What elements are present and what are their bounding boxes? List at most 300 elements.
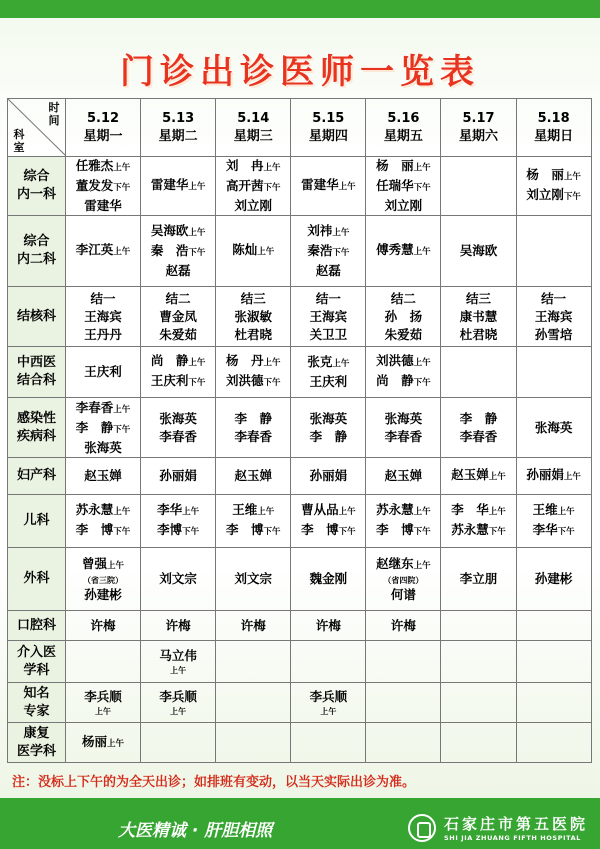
department-name: 结核科: [16, 308, 56, 324]
shift-label: 上午: [188, 228, 206, 238]
department-name: 综合: [23, 234, 50, 249]
schedule-row: [8, 216, 592, 287]
doctor-entry: [441, 501, 515, 521]
schedule-cell: [441, 611, 516, 641]
header-date: 5.14: [237, 110, 270, 126]
doctor-entry: [366, 197, 440, 215]
doctor-name: 李春香: [384, 428, 423, 444]
doctor-entry: [216, 410, 290, 428]
doctor-entry: [291, 326, 365, 344]
header-date: 5.16: [387, 110, 420, 126]
schedule-cell: [291, 641, 366, 683]
department-name: 结合科: [16, 373, 56, 388]
schedule-cell: [66, 723, 141, 763]
doctor-entry: [366, 157, 440, 177]
doctor-name: 苏永慧: [75, 502, 114, 517]
schedule-cell: [216, 683, 291, 723]
shift-label: 上午: [263, 163, 281, 173]
doctor-name: 李 博: [225, 522, 264, 537]
shift-label: 上午: [413, 507, 431, 517]
doctor-entry: [517, 290, 591, 308]
doctor-entry: [216, 501, 290, 521]
doctor-name: 杨丽: [82, 733, 108, 749]
schedule-cell: [66, 287, 141, 347]
header-date: 5.18: [537, 110, 570, 126]
doctor-entry: [291, 290, 365, 308]
doctor-name: 李 博: [75, 522, 114, 537]
schedule-cell: [366, 495, 441, 548]
doctor-entry: [291, 353, 365, 373]
doctor-name: 结一: [90, 290, 116, 306]
doctor-name: 李 博: [301, 522, 339, 537]
schedule-row: [8, 398, 592, 458]
doctor-entry: [366, 290, 440, 308]
doctor-name: 张海英: [309, 410, 348, 426]
doctor-entry: [366, 428, 440, 446]
department-name: 康复: [23, 725, 50, 741]
schedule-row: [8, 495, 592, 548]
doctor-entry: [141, 176, 215, 196]
doctor-entry: [441, 521, 515, 541]
header-weekday: 星期五: [383, 128, 423, 144]
schedule-cell: [216, 611, 291, 641]
doctor-name: 曹金凤: [159, 308, 197, 324]
department-name: 内一科: [16, 187, 56, 202]
doctor-entry: [291, 428, 365, 446]
shift-label: 下午: [488, 527, 506, 537]
schedule-cell: [366, 287, 441, 347]
page-title: 门诊出诊医师一览表: [120, 52, 480, 92]
schedule-row: [8, 287, 592, 347]
schedule-row: [8, 458, 592, 495]
shift-label: 下午: [563, 192, 581, 202]
department-cell: [8, 287, 66, 347]
department-cell: [8, 458, 66, 495]
schedule-cell: [441, 458, 516, 495]
doctor-name: 任瑞华: [376, 178, 414, 193]
doctor-name: 结三: [466, 290, 492, 306]
shift-label: 下午: [188, 248, 206, 258]
schedule-cell: [66, 216, 141, 287]
doctor-entry: [366, 555, 440, 575]
doctor-name: 李春香: [459, 428, 498, 444]
day-header: [141, 99, 216, 157]
department-cell: [8, 683, 66, 723]
schedule-cell: [291, 611, 366, 641]
shift-label: 上午: [188, 358, 206, 368]
doctor-name: 许梅: [390, 617, 416, 633]
schedule-cell: [216, 548, 291, 611]
doctor-entry: [66, 439, 140, 457]
doctor-name: 刘祎: [307, 223, 333, 238]
schedule-row: [8, 611, 592, 641]
schedule-cell: [66, 347, 141, 398]
doctor-entry: [291, 308, 365, 326]
schedule-row: [8, 347, 592, 398]
doctor-entry: [141, 326, 215, 344]
schedule-cell: [516, 723, 591, 763]
corner-dept-label: 科 室: [13, 128, 25, 154]
doctor-name: 王丹丹: [84, 326, 122, 342]
doctor-entry: [66, 363, 140, 381]
doctor-name: 孙雪培: [534, 326, 573, 342]
department-name: 介入医: [16, 644, 56, 660]
doctor-entry: [216, 352, 290, 372]
doctor-name: 张海英: [84, 439, 122, 455]
doctor-entry: [517, 501, 591, 521]
schedule-cell: [441, 495, 516, 548]
doctor-name: 赵磊: [315, 263, 341, 278]
doctor-entry: [366, 467, 440, 485]
doctor-name: 刘立刚: [526, 187, 564, 202]
doctor-name: 雷建华: [301, 177, 339, 192]
doctor-entry: [366, 308, 440, 326]
shift-label: 下午: [263, 183, 281, 193]
corner-cell: [8, 99, 66, 157]
doctor-name: 李 静: [234, 410, 272, 426]
doctor-entry: [366, 586, 440, 604]
doctor-entry: [216, 521, 290, 541]
doctor-name: 刘洪德: [376, 353, 414, 368]
shift-label: 上午: [332, 359, 350, 369]
doctor-name: 赵玉婵: [234, 468, 272, 483]
doctor-name: 孙丽娟: [159, 468, 197, 483]
schedule-cell: [216, 641, 291, 683]
doctor-entry: [291, 373, 365, 391]
doctor-entry: [291, 521, 365, 541]
hospital-logo-icon: [408, 814, 436, 842]
shift-note: （省三院）: [83, 575, 124, 585]
doctor-entry: [517, 466, 591, 486]
department-name: 感染性: [16, 410, 56, 426]
shift-label: 下午: [113, 527, 131, 537]
shift-label: 下午: [557, 527, 575, 537]
header-weekday: 星期四: [308, 128, 348, 144]
corner-wrap: [8, 99, 65, 156]
shift-label: 下午: [263, 527, 281, 537]
doctor-entry: [441, 428, 515, 446]
doctor-name: 李博: [157, 522, 183, 537]
header-weekday: 星期三: [233, 128, 273, 144]
schedule-cell: [441, 398, 516, 458]
doctor-entry: [66, 399, 140, 419]
department-name: 医学科: [16, 743, 56, 759]
department-name: 内二科: [16, 252, 56, 267]
shift-label: 上午: [113, 247, 131, 257]
doctor-name: 李华: [532, 522, 558, 537]
shift-label: 下午: [332, 248, 350, 258]
header-date: 5.12: [87, 110, 120, 126]
doctor-name: 张海英: [534, 419, 573, 435]
doctor-entry: [141, 290, 215, 308]
doctor-entry: [216, 157, 290, 177]
doctor-name: 马立伟: [159, 648, 197, 663]
doctor-name: 曾强: [82, 555, 108, 571]
doctor-name: 李 华: [451, 502, 489, 517]
doctor-name: 康书慧: [459, 308, 498, 324]
schedule-cell: [516, 458, 591, 495]
schedule-row: [8, 157, 592, 216]
header-weekday: 星期一: [83, 128, 123, 144]
doctor-name: 苏永慧: [451, 522, 489, 537]
doctor-name: 陈灿: [232, 242, 258, 257]
shift-label: 下午: [413, 378, 431, 388]
schedule-note: 注：没标上下午的为全天出诊；如排班有变动，以当天实际出诊为准。: [12, 775, 416, 790]
shift-label: 上午: [488, 507, 506, 517]
doctor-name: 吴海欧: [459, 243, 498, 258]
doctor-entry: [216, 428, 290, 446]
schedule-cell: [66, 495, 141, 548]
doctor-entry: [366, 177, 440, 197]
schedule-cell: [291, 683, 366, 723]
shift-label: 上午: [563, 472, 581, 482]
doctor-entry: [66, 555, 140, 575]
doctor-entry: [291, 262, 365, 280]
department-cell: [8, 548, 66, 611]
doctor-entry: [291, 242, 365, 262]
doctor-name: 王海宾: [309, 308, 348, 324]
schedule-cell: [216, 495, 291, 548]
doctor-entry: [366, 521, 440, 541]
schedule-row: [8, 548, 592, 611]
doctor-name: 秦 浩: [150, 243, 189, 258]
shift-note: 上午: [320, 707, 337, 716]
doctor-entry: [291, 410, 365, 428]
doctor-entry: [366, 410, 440, 428]
shift-label: 下午: [113, 424, 131, 435]
doctor-name: 李兵顺: [159, 689, 197, 704]
shift-label: 下午: [413, 527, 431, 537]
shift-label: 上午: [332, 228, 350, 238]
department-cell: [8, 398, 66, 458]
schedule-cell: [141, 458, 216, 495]
schedule-cell: [366, 458, 441, 495]
department-cell: [8, 611, 66, 641]
department-cell: [8, 157, 66, 216]
schedule-cell: [441, 216, 516, 287]
department-cell: [8, 495, 66, 548]
doctor-entry: [141, 428, 215, 446]
schedule-cell: [141, 723, 216, 763]
schedule-cell: [141, 398, 216, 458]
doctor-name: 王海宾: [84, 308, 122, 324]
header-date: 5.15: [312, 110, 345, 126]
day-header: [516, 99, 591, 157]
doctor-name: 朱爱茹: [384, 326, 423, 342]
doctor-name: 王维: [232, 502, 258, 517]
schedule-row: [8, 641, 592, 683]
doctor-name: 李江英: [75, 242, 114, 257]
schedule-cell: [291, 723, 366, 763]
doctor-name: 秦浩: [307, 243, 333, 258]
hospital-name-cn: 石家庄市第五医院: [444, 815, 589, 833]
doctor-entry: [366, 617, 440, 635]
shift-label: 上午: [257, 507, 275, 517]
doctor-entry: [216, 290, 290, 308]
doctor-entry: [141, 617, 215, 635]
doctor-entry: [141, 242, 215, 262]
doctor-name: 苏永慧: [376, 502, 414, 517]
schedule-cell: [291, 398, 366, 458]
schedule-cell: [141, 495, 216, 548]
doctor-name: 许梅: [240, 617, 266, 633]
doctor-entry: [216, 308, 290, 326]
doctor-entry: [66, 326, 140, 344]
doctor-entry: [66, 241, 140, 261]
shift-label: 上午: [107, 738, 125, 749]
schedule-cell: [516, 683, 591, 723]
schedule-cell: [216, 157, 291, 216]
doctor-name: 李华: [157, 502, 183, 517]
doctor-entry: [366, 501, 440, 521]
doctor-name: 李 静: [459, 410, 498, 426]
doctor-entry: [66, 197, 140, 215]
doctor-name: 尚 静: [376, 373, 414, 388]
schedule-cell: [366, 611, 441, 641]
hospital-slogan: 大医精诚 · 肝胆相照: [118, 821, 273, 841]
schedule-cell: [516, 611, 591, 641]
doctor-name: 刘 冉: [225, 158, 264, 173]
doctor-name: 结一: [541, 290, 567, 306]
shift-label: 下午: [182, 527, 200, 537]
doctor-entry: [141, 352, 215, 372]
doctor-name: 杨 丽: [526, 167, 564, 182]
doctor-entry: [141, 688, 215, 706]
schedule-cell: [216, 287, 291, 347]
doctor-entry: [216, 372, 290, 392]
schedule-cell: [291, 458, 366, 495]
schedule-cell: [441, 683, 516, 723]
schedule-cell: [516, 157, 591, 216]
department-cell: [8, 347, 66, 398]
department-cell: [8, 641, 66, 683]
doctor-entry: [517, 186, 591, 206]
schedule-cell: [441, 157, 516, 216]
doctor-name: 何谱: [390, 586, 416, 602]
doctor-name: 王庆利: [84, 364, 122, 379]
shift-note: 上午: [170, 707, 187, 716]
schedule-row: [8, 683, 592, 723]
doctor-entry: [291, 222, 365, 242]
doctor-name: 结二: [165, 290, 191, 306]
shift-label: 上午: [413, 163, 431, 173]
day-header: [66, 99, 141, 157]
doctor-entry: [66, 157, 140, 177]
schedule-row: [8, 723, 592, 763]
doctor-entry: [141, 262, 215, 280]
schedule-cell: [141, 216, 216, 287]
shift-label: 上午: [338, 182, 356, 192]
shift-label: 上午: [107, 560, 125, 571]
doctor-entry: [517, 521, 591, 541]
doctor-name: 张海英: [384, 410, 423, 426]
doctor-entry: [141, 410, 215, 428]
header-date: 5.17: [462, 110, 495, 126]
doctor-name: 李春香: [159, 428, 197, 444]
doctor-name: 曹从品: [301, 502, 339, 517]
doctor-name: 李兵顺: [309, 689, 348, 704]
schedule-cell: [291, 548, 366, 611]
department-name: 综合: [23, 169, 50, 184]
schedule-cell: [66, 458, 141, 495]
doctor-entry: [66, 733, 140, 753]
shift-label: 下午: [263, 378, 281, 388]
doctor-name: 李兵顺: [84, 689, 122, 704]
doctor-name: 傅秀慧: [376, 242, 414, 257]
schedule-cell: [441, 347, 516, 398]
shift-label: 上午: [263, 358, 281, 368]
doctor-entry: [216, 197, 290, 215]
hospital-name-en: SHI JIA ZHUANG FIFTH HOSPITAL: [444, 834, 581, 842]
shift-note: 上午: [170, 666, 187, 675]
doctor-name: 杜君晓: [459, 326, 498, 342]
doctor-entry: [366, 352, 440, 372]
doctor-entry: [441, 570, 515, 588]
doctor-name: 魏金刚: [309, 571, 348, 586]
doctor-entry: [216, 467, 290, 485]
shift-label: 上午: [413, 358, 431, 368]
doctor-name: 孙 扬: [384, 308, 423, 324]
schedule-cell: [516, 495, 591, 548]
doctor-name: 许梅: [315, 617, 341, 633]
day-header: [366, 99, 441, 157]
schedule-cell: [366, 723, 441, 763]
shift-note: （省四院）: [383, 575, 424, 585]
doctor-entry: [66, 688, 140, 706]
schedule-cell: [441, 548, 516, 611]
schedule-cell: [516, 641, 591, 683]
doctor-name: 结三: [240, 290, 266, 306]
schedule-cell: [141, 548, 216, 611]
schedule-cell: [366, 157, 441, 216]
schedule-cell: [216, 723, 291, 763]
doctor-name: 赵玉婵: [84, 468, 122, 483]
doctor-entry: [66, 177, 140, 197]
schedule-cell: [291, 216, 366, 287]
shift-label: 下午: [188, 378, 206, 388]
doctor-entry: [441, 308, 515, 326]
schedule-cell: [66, 157, 141, 216]
doctor-entry: [517, 326, 591, 344]
doctor-name: 刘文宗: [234, 571, 272, 586]
header-weekday: 星期二: [158, 128, 198, 144]
schedule-cell: [366, 398, 441, 458]
doctor-entry: [291, 467, 365, 485]
corner-time-label: 时 间: [48, 101, 60, 127]
doctor-name: 朱爱茹: [159, 326, 197, 342]
doctor-name: 王庆利: [150, 373, 189, 388]
doctor-name: 董发发: [75, 178, 114, 193]
doctor-entry: [66, 467, 140, 485]
doctor-name: 李 静: [309, 428, 348, 444]
schedule-cell: [141, 641, 216, 683]
doctor-entry: [216, 326, 290, 344]
doctor-entry: [141, 372, 215, 392]
department-name: 疾病科: [16, 428, 56, 444]
schedule-cell: [66, 548, 141, 611]
doctor-name: 雷建华: [84, 198, 122, 213]
schedule-cell: [366, 641, 441, 683]
doctor-entry: [141, 501, 215, 521]
doctor-entry: [216, 617, 290, 635]
doctor-entry: [141, 570, 215, 588]
schedule-cell: [141, 347, 216, 398]
doctor-name: 高开茜: [225, 178, 264, 193]
shift-label: 下午: [413, 183, 431, 193]
shift-label: 上午: [182, 507, 200, 517]
schedule-cell: [441, 723, 516, 763]
doctor-entry: [366, 326, 440, 344]
